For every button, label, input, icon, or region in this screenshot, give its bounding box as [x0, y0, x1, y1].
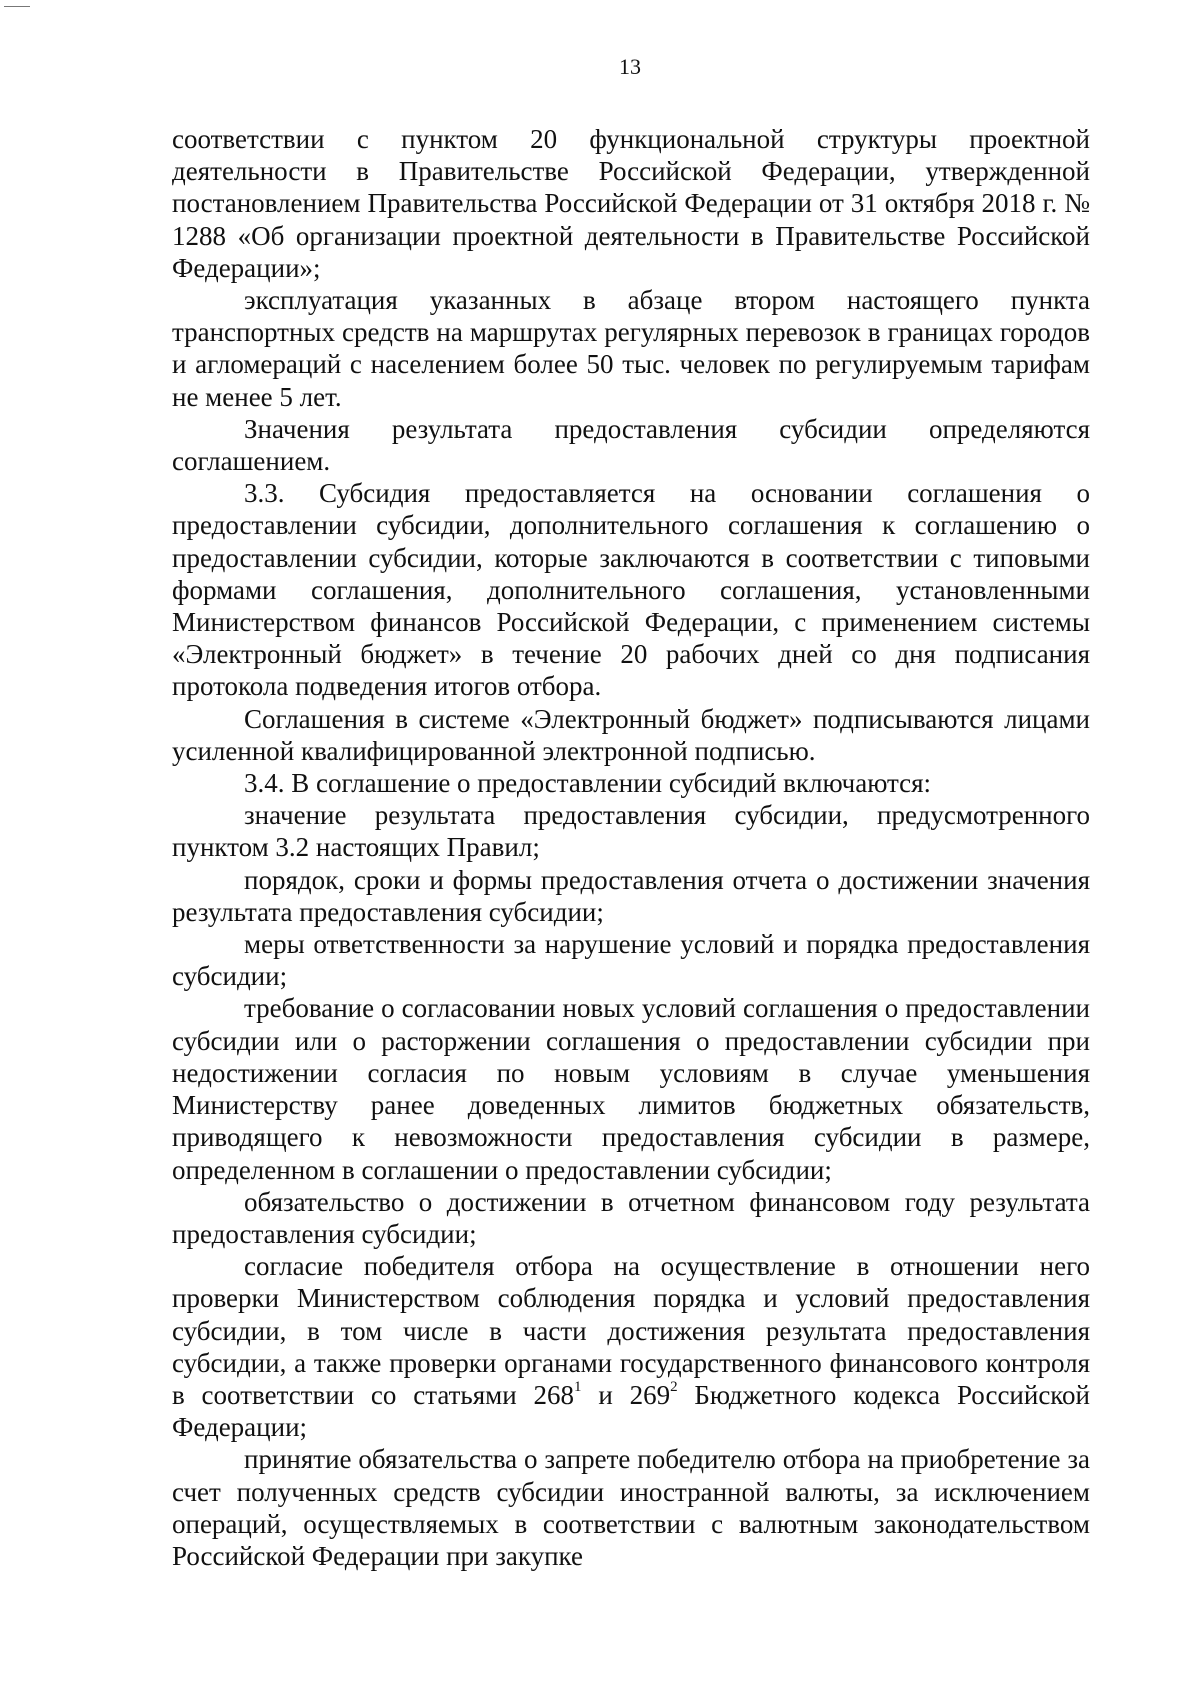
- scan-corner-mark: [4, 6, 30, 7]
- paragraph: эксплуатация указанных в абзаце втором настоящего пункта транспортных средств на маршрутах регулярных перевозок в границах городов и агломераций с населением более 50 тыс. человек по регулируемым тарифам не менее 5 лет.: [172, 285, 1090, 412]
- paragraph: Значения результата предоставления субсидии определяются соглашением.: [172, 413, 1090, 477]
- paragraph: соответствии с пунктом 20 функциональной структуры проектной деятельности в Правительстве Российской Федерации, утвержденной постановлением Правительства Российской Федерации от 31 октября 2018 г. № 1288 «Об организации проектной деятельности в Правительстве Российской Федерации»;: [172, 124, 1090, 283]
- text-run: Бюджетного кодекса Российской Федерации;: [172, 1379, 1090, 1443]
- document-body: [172, 123, 1090, 1572]
- superscript: 1: [574, 1378, 582, 1395]
- text-run: и 269: [581, 1379, 671, 1410]
- paragraph-section-3-3: 3.3. Субсидия предоставляется на основании соглашения о предоставлении субсидии, дополнительного соглашения к соглашению о предоставлении субсидии, которые заключаются в соответствии с типовыми формами соглашения, дополнительного соглашения, установленными Министерством финансов Российской Федерации, с применением системы «Электронный бюджет» в течение 20 рабочих дней со дня подписания протокола подведения итогов отбора.: [172, 478, 1090, 702]
- list-item: принятие обязательства о запрете победителю отбора на приобретение за счет полученных средств субсидии иностранной валюты, за исключением операций, осуществляемых в соответствии с валютным законодательством Российской Федерации при закупке: [172, 1444, 1090, 1571]
- superscript: 2: [670, 1378, 678, 1395]
- list-item: [172, 1250, 1090, 1443]
- list-item: меры ответственности за нарушение условий и порядка предоставления субсидии;: [172, 929, 1090, 992]
- paragraph-section-3-4: 3.4. В соглашение о предоставлении субсидий включаются:: [244, 768, 932, 799]
- page-number: 13: [619, 54, 641, 79]
- list-item: значение результата предоставления субсидии, предусмотренного пунктом 3.2 настоящих Правил;: [172, 800, 1090, 863]
- list-item: порядок, сроки и формы предоставления отчета о достижении значения результата предоставления субсидии;: [172, 864, 1090, 927]
- list-item: обязательство о достижении в отчетном финансовом году результата предоставления субсидии;: [172, 1186, 1090, 1249]
- text-run: согласие победителя отбора на осуществление в отношении него проверки Министерством соблюдения порядка и условий предоставления субсидии, в том числе в части достижения результата предоставления субсидии, а также проверки органами государственного финансового контроля в соответствии со статьями 268: [172, 1251, 1090, 1410]
- paragraph: Соглашения в системе «Электронный бюджет» подписываются лицами усиленной квалифицированной электронной подписью.: [172, 703, 1090, 766]
- list-item: требование о согласовании новых условий соглашения о предоставлении субсидии или о расторжении соглашения о предоставлении субсидии при недостижении согласия по новым условиям в случае уменьшения Министерству ранее доведенных лимитов бюджетных обязательств, приводящего к невозможности предоставления субсидии в размере, определенном в соглашении о предоставлении субсидии;: [172, 993, 1090, 1185]
